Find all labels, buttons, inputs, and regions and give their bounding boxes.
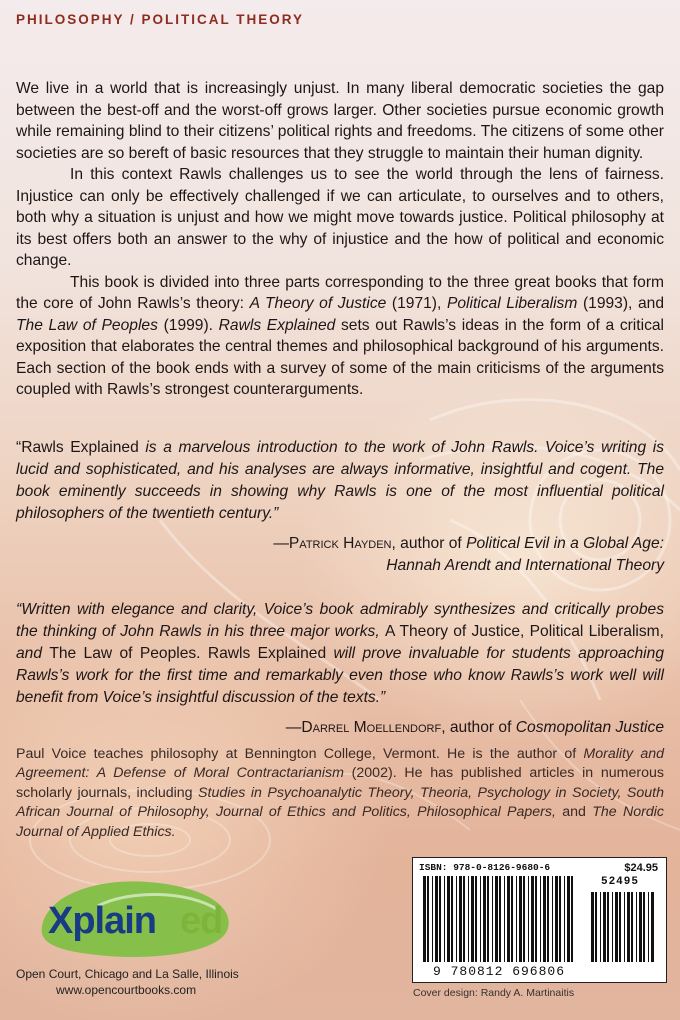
review-1-dash: —	[273, 535, 289, 552]
bio-text-1: Paul Voice teaches philosophy at Bennington College, Vermont. He is the author of	[16, 746, 584, 762]
review-2-text-3: will prove invaluable for students approaching Rawls’s work for the first time and remarkably even those who know Rawls’s work well will benefit from Voice’s insightful discussion of the texts.”	[16, 645, 664, 706]
author-bio	[16, 745, 664, 842]
ean-digits: 9 780812 696806	[432, 964, 566, 979]
xplained-logo	[38, 876, 238, 960]
barcode-panel	[412, 857, 667, 983]
price-text: $24.95	[624, 862, 658, 874]
bio-book-title: Morality and Agreement: A Defense of Moral Contractarianism	[16, 746, 664, 782]
cover-design-credit: Cover design: Randy A. Martinaitis	[413, 987, 575, 999]
description	[16, 78, 664, 401]
review-2-quote	[16, 599, 664, 709]
description-paragraph-2: In this context Rawls challenges us to see the world through the lens of fairness. Injustice can only be effectively challenged if we can articulate, to ourselves and to others, both why a situation is unjust and how we might move towards justice. Political philosophy at its best offers both an answer to the why of injustice and the how of political and economic change.	[16, 166, 664, 269]
review-1-work-2: Hannah Arendt and International Theory	[386, 557, 664, 574]
review-2-dash: —	[285, 719, 302, 736]
review-2-roman-1: A Theory of Justice, Political Liberalism,	[384, 623, 665, 640]
review-1-work-1: Political Evil in a Global Age:	[466, 535, 664, 552]
review-2-roman-2: The Law of Peoples. Rawls Explained	[49, 645, 327, 662]
review-2-name: Darrel Moellendorf	[301, 719, 442, 736]
bio-journal-last: The Nordic Journal of Applied Ethics.	[16, 804, 665, 840]
review-1-name: Patrick Hayden	[288, 535, 392, 552]
description-paragraph-3	[16, 272, 664, 401]
isbn-text: ISBN: 978-0-8126-9680-6	[419, 862, 551, 873]
book-title-law-of-peoples: The Law of Peoples	[16, 316, 158, 334]
review-2-attribution	[16, 717, 664, 739]
publisher-info	[16, 966, 239, 998]
review-1-open: “Rawls Explained	[16, 439, 146, 456]
p3-text-1: This book is divided into three parts corresponding to the three great books that form the core of John Rawls’s theory:	[16, 273, 664, 312]
review-2-role: , author of	[441, 719, 516, 736]
book-title-rawls-explained: Rawls Explained	[218, 316, 336, 334]
bio-text-2: (2002). He has published articles in numerous scholarly journals, including	[16, 765, 664, 801]
bio-text-3: and	[555, 804, 593, 821]
review-2-work-1: Cosmopolitan Justice	[515, 719, 664, 736]
addon-digits: 52495	[600, 876, 639, 888]
publisher-location: Open Court, Chicago and La Salle, Illinois	[16, 967, 239, 981]
description-paragraph-1: We live in a world that is increasingly unjust. In many liberal democratic societies the gap between the best-off and the worst-off grows larger. Other societies pursue economic growth while remaining blind to their citizens’ political rights and freedoms. The citizens of some other societies are so bereft of basic resources that they struggle to maintain their human dignity.	[16, 80, 664, 162]
logo-brand-x: Xplain	[48, 900, 157, 942]
book-title-theory-of-justice: A Theory of Justice	[249, 295, 387, 312]
review-1-quote	[16, 437, 664, 525]
p3-text-2: (1971),	[386, 295, 447, 312]
publisher-website: www.opencourtbooks.com	[56, 983, 197, 997]
p3-text-5: sets out Rawls’s ideas in the form of a critical exposition that elaborates the central themes and philosophical background of his arguments. Each section of the book ends with a survey of some of the main criticisms of the arguments coupled with Rawls’s strongest counterarguments.	[16, 316, 664, 398]
bio-journals: Studies in Psychoanalytic Theory, Theoria, Psychology in Society, South African Journal of Philosophy, Journal of Ethics and Politics, Philosophical Papers,	[16, 784, 665, 821]
review-1-attribution	[16, 533, 664, 577]
review-1-role: , author of	[391, 535, 467, 552]
category-label: PHILOSOPHY / POLITICAL THEORY	[16, 12, 305, 27]
logo-brand-ed: ed	[180, 900, 223, 942]
review-1	[16, 437, 664, 577]
review-2-text-2: and	[16, 645, 50, 662]
review-2	[16, 599, 664, 739]
book-title-political-liberalism: Political Liberalism	[446, 295, 578, 312]
review-1-text: is a marvelous introduction to the work of John Rawls. Voice’s writing is lucid and sophisticated, and his analyses are always informative, insightful and cogent. The book eminently succeeds in showing why Rawls is one of the most influential political philosophers of the twentieth century.”	[16, 439, 664, 522]
p3-text-3: (1993), and	[577, 295, 664, 312]
p3-text-4: (1999).	[157, 316, 219, 334]
review-2-text-1: “Written with elegance and clarity, Voice’s book admirably synthesizes and critically probes the thinking of John Rawls in his three major works,	[16, 601, 664, 640]
